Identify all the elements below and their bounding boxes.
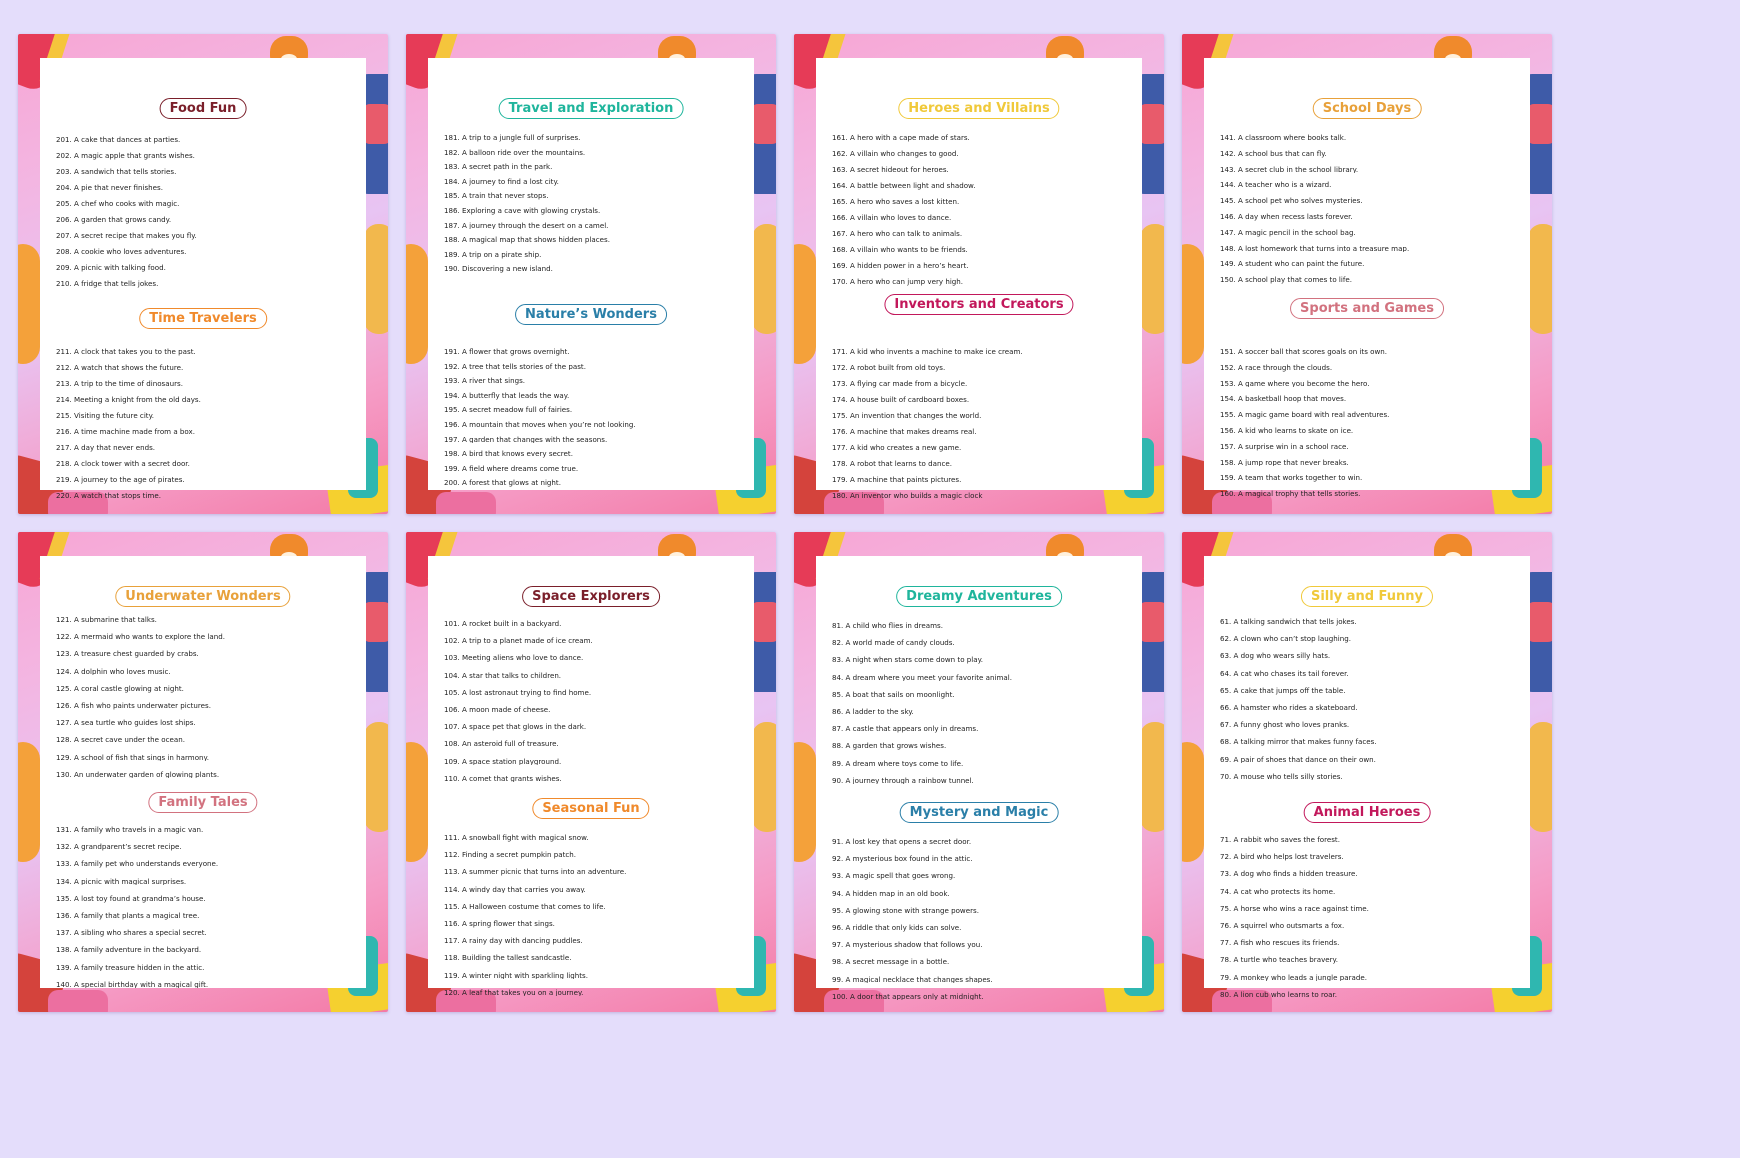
prompt-item: 187. A journey through the desert on a camel. <box>444 221 609 230</box>
prompt-item: 93. A magic spell that goes wrong. <box>832 872 956 881</box>
prompt-list <box>1220 836 1522 1008</box>
prompt-item: 176. A machine that makes dreams real. <box>832 427 977 436</box>
prompt-item: 77. A fish who rescues its friends. <box>1220 939 1340 947</box>
prompt-item: 68. A talking mirror that makes funny faces. <box>1220 738 1377 747</box>
white-paper-area <box>816 58 1142 500</box>
prompt-item: 180. An inventor who builds a magic clock <box>832 491 983 500</box>
prompt-item: 182. A balloon ride over the mountains. <box>444 148 586 157</box>
prompt-item: 110. A comet that grants wishes. <box>444 774 562 783</box>
prompt-item: 216. A time machine made from a box. <box>56 427 195 436</box>
prompt-list <box>56 616 358 788</box>
prompt-item: 78. A turtle who teaches bravery. <box>1220 956 1338 965</box>
prompt-item: 99. A magical necklace that changes shapes. <box>832 975 993 984</box>
section-title: Seasonal Fun <box>532 798 649 819</box>
decoration-illustration <box>436 492 496 514</box>
worksheet-page <box>1182 34 1552 514</box>
prompt-item: 201. A cake that dances at parties. <box>56 136 181 144</box>
prompt-item: 218. A clock tower with a secret door. <box>56 459 190 468</box>
prompt-item: 139. A family treasure hidden in the attic. <box>56 963 205 972</box>
prompt-item: 184. A journey to find a lost city. <box>444 177 559 186</box>
prompt-item: 114. A windy day that carries you away. <box>444 885 586 894</box>
decoration-illustration <box>752 224 776 334</box>
worksheet-page <box>794 532 1164 1012</box>
prompt-item: 91. A lost key that opens a secret door. <box>832 838 972 846</box>
prompt-item: 219. A journey to the age of pirates. <box>56 475 185 484</box>
prompt-item: 155. A magic game board with real adventures. <box>1220 411 1390 419</box>
prompt-item: 63. A dog who wears silly hats. <box>1220 652 1331 661</box>
prompt-item: 146. A day when recess lasts forever. <box>1220 212 1353 221</box>
prompt-item: 104. A star that talks to children. <box>444 671 562 680</box>
prompt-list <box>444 134 746 280</box>
prompt-item: 206. A garden that grows candy. <box>56 215 172 224</box>
prompt-item: 69. A pair of shoes that dance on their own. <box>1220 755 1376 764</box>
section-title: Underwater Wonders <box>115 586 290 607</box>
decoration-illustration <box>1140 224 1164 334</box>
prompt-item: 82. A world made of candy clouds. <box>832 639 955 647</box>
section-title: Silly and Funny <box>1301 586 1433 607</box>
prompt-item: 194. A butterfly that leads the way. <box>444 391 570 400</box>
prompt-item: 84. A dream where you meet your favorite animal. <box>832 673 1012 682</box>
prompt-item: 121. A submarine that talks. <box>56 616 157 624</box>
worksheet-page <box>18 532 388 1012</box>
prompt-item: 101. A rocket built in a backyard. <box>444 620 562 628</box>
prompt-item: 137. A sibling who shares a special secret. <box>56 929 207 937</box>
prompt-item: 215. Visiting the future city. <box>56 411 155 420</box>
prompt-item: 117. A rainy day with dancing puddles. <box>444 937 583 945</box>
prompt-item: 154. A basketball hoop that moves. <box>1220 395 1347 404</box>
white-paper-area <box>816 556 1142 1001</box>
section-title: Mystery and Magic <box>900 802 1059 823</box>
prompt-item: 165. A hero who saves a lost kitten. <box>832 197 960 206</box>
prompt-item: 207. A secret recipe that makes you fly. <box>56 231 197 240</box>
prompt-item: 125. A coral castle glowing at night. <box>56 684 184 693</box>
prompt-item: 102. A trip to a planet made of ice cream. <box>444 637 593 645</box>
decoration-illustration <box>1528 224 1552 334</box>
prompt-item: 173. A flying car made from a bicycle. <box>832 379 968 388</box>
prompt-item: 144. A teacher who is a wizard. <box>1220 181 1332 190</box>
prompt-item: 161. A hero with a cape made of stars. <box>832 134 970 142</box>
prompt-item: 169. A hidden power in a hero’s heart. <box>832 261 969 270</box>
decoration-illustration <box>1528 722 1552 832</box>
white-paper-area <box>40 556 366 988</box>
prompt-list <box>832 622 1134 794</box>
worksheet-page <box>794 34 1164 514</box>
worksheet-page <box>406 532 776 1012</box>
prompt-list <box>832 134 1134 294</box>
decoration-illustration <box>406 244 428 364</box>
prompt-item: 177. A kid who creates a new game. <box>832 443 962 452</box>
worksheet-page <box>1182 532 1552 1012</box>
prompt-item: 191. A flower that grows overnight. <box>444 348 570 356</box>
prompt-item: 127. A sea turtle who guides lost ships. <box>56 719 196 727</box>
prompt-item: 133. A family pet who understands everyone. <box>56 860 219 869</box>
prompt-item: 160. A magical trophy that tells stories. <box>1220 490 1361 498</box>
prompt-item: 75. A horse who wins a race against time. <box>1220 904 1369 913</box>
prompt-item: 153. A game where you become the hero. <box>1220 379 1370 388</box>
decoration-illustration <box>794 742 816 862</box>
prompt-item: 188. A magical map that shows hidden places. <box>444 236 610 244</box>
prompt-item: 61. A talking sandwich that tells jokes. <box>1220 618 1357 626</box>
prompt-item: 123. A treasure chest guarded by crabs. <box>56 650 199 659</box>
prompt-item: 124. A dolphin who loves music. <box>56 667 171 676</box>
prompt-item: 109. A space station playground. <box>444 757 562 766</box>
prompt-item: 157. A surprise win in a school race. <box>1220 442 1349 451</box>
prompt-list <box>832 348 1134 508</box>
prompt-item: 72. A bird who helps lost travelers. <box>1220 853 1344 861</box>
decoration-illustration <box>794 244 816 364</box>
prompt-item: 211. A clock that takes you to the past. <box>56 348 196 356</box>
prompt-item: 181. A trip to a jungle full of surprises. <box>444 134 581 142</box>
prompt-item: 89. A dream where toys come to life. <box>832 759 964 768</box>
prompt-item: 204. A pie that never finishes. <box>56 183 163 192</box>
prompt-item: 217. A day that never ends. <box>56 443 156 452</box>
prompt-item: 119. A winter night with sparkling lights. <box>444 971 588 980</box>
prompt-item: 86. A ladder to the sky. <box>832 707 914 716</box>
prompt-item: 115. A Halloween costume that comes to life. <box>444 902 606 911</box>
prompt-item: 202. A magic apple that grants wishes. <box>56 151 195 160</box>
section-title: Dreamy Adventures <box>896 586 1062 607</box>
white-paper-area <box>1204 556 1530 999</box>
prompt-item: 113. A summer picnic that turns into an adventure. <box>444 868 627 877</box>
prompt-item: 67. A funny ghost who loves pranks. <box>1220 721 1350 729</box>
prompt-item: 112. Finding a secret pumpkin patch. <box>444 851 577 859</box>
prompt-list <box>444 620 746 792</box>
prompt-item: 151. A soccer ball that scores goals on its own. <box>1220 348 1388 356</box>
prompt-item: 148. A lost homework that turns into a treasure map. <box>1220 244 1410 253</box>
prompt-item: 162. A villain who changes to good. <box>832 149 959 158</box>
prompt-item: 87. A castle that appears only in dreams. <box>832 725 979 733</box>
decoration-illustration <box>1140 722 1164 832</box>
prompt-item: 65. A cake that jumps off the table. <box>1220 686 1346 695</box>
prompt-item: 158. A jump rope that never breaks. <box>1220 458 1349 467</box>
prompt-item: 208. A cookie who loves adventures. <box>56 247 187 256</box>
worksheet-page <box>406 34 776 514</box>
prompt-item: 212. A watch that shows the future. <box>56 363 184 372</box>
white-paper-area <box>428 58 754 490</box>
section-title: Food Fun <box>160 98 247 119</box>
prompt-item: 220. A watch that stops time. <box>56 491 161 500</box>
prompt-item: 94. A hidden map in an old book. <box>832 889 950 898</box>
prompt-item: 210. A fridge that tells jokes. <box>56 279 159 288</box>
prompt-item: 135. A lost toy found at grandma’s house. <box>56 894 206 903</box>
prompt-item: 106. A moon made of cheese. <box>444 705 551 714</box>
prompt-item: 140. A special birthday with a magical gift. <box>56 980 209 989</box>
prompt-item: 90. A journey through a rainbow tunnel. <box>832 776 974 785</box>
prompt-item: 81. A child who flies in dreams. <box>832 622 943 630</box>
prompt-item: 164. A battle between light and shadow. <box>832 181 976 190</box>
white-paper-area <box>428 556 754 997</box>
prompt-item: 172. A robot built from old toys. <box>832 363 946 372</box>
prompt-item: 170. A hero who can jump very high. <box>832 277 964 286</box>
prompt-item: 116. A spring flower that sings. <box>444 919 555 928</box>
prompt-item: 126. A fish who paints underwater pictures. <box>56 701 211 710</box>
prompt-item: 196. A mountain that moves when you’re not looking. <box>444 420 636 429</box>
prompt-list <box>1220 134 1522 292</box>
prompt-item: 166. A villain who loves to dance. <box>832 213 952 222</box>
prompt-item: 64. A cat who chases its tail forever. <box>1220 669 1349 678</box>
white-paper-area <box>1204 58 1530 498</box>
prompt-item: 156. A kid who learns to skate on ice. <box>1220 426 1354 435</box>
prompt-item: 132. A grandparent’s secret recipe. <box>56 843 182 851</box>
prompt-item: 76. A squirrel who outsmarts a fox. <box>1220 921 1345 930</box>
prompt-item: 163. A secret hideout for heroes. <box>832 165 949 174</box>
prompt-item: 168. A villain who wants to be friends. <box>832 245 968 254</box>
prompt-item: 175. An invention that changes the world. <box>832 411 982 420</box>
decoration-illustration <box>1182 244 1204 364</box>
prompt-item: 128. A secret cave under the ocean. <box>56 736 185 745</box>
prompt-item: 71. A rabbit who saves the forest. <box>1220 836 1340 844</box>
prompt-item: 103. Meeting aliens who love to dance. <box>444 654 584 663</box>
prompt-item: 159. A team that works together to win. <box>1220 474 1363 483</box>
prompt-item: 136. A family that plants a magical tree. <box>56 911 200 920</box>
prompt-item: 129. A school of fish that sings in harmony. <box>56 753 209 762</box>
decoration-illustration <box>364 224 388 334</box>
section-title: Time Travelers <box>139 308 267 329</box>
decoration-illustration <box>18 244 40 364</box>
prompt-item: 70. A mouse who tells silly stories. <box>1220 772 1343 781</box>
section-title: Inventors and Creators <box>884 294 1073 315</box>
section-title: Nature’s Wonders <box>515 304 667 325</box>
prompt-list <box>56 136 358 296</box>
prompt-item: 80. A lion cub who learns to roar. <box>1220 990 1337 999</box>
prompt-item: 189. A trip on a pirate ship. <box>444 250 542 259</box>
prompt-item: 95. A glowing stone with strange powers. <box>832 906 979 915</box>
prompt-item: 213. A trip to the time of dinosaurs. <box>56 379 183 388</box>
section-title: Space Explorers <box>522 586 660 607</box>
prompt-item: 88. A garden that grows wishes. <box>832 742 947 751</box>
prompt-item: 195. A secret meadow full of fairies. <box>444 406 573 415</box>
prompt-item: 83. A night when stars come down to play. <box>832 656 984 665</box>
decoration-illustration <box>364 722 388 832</box>
prompt-item: 73. A dog who finds a hidden treasure. <box>1220 870 1358 879</box>
section-title: Heroes and Villains <box>898 98 1059 119</box>
prompt-item: 130. An underwater garden of glowing plants. <box>56 770 220 779</box>
prompt-item: 79. A monkey who leads a jungle parade. <box>1220 973 1367 982</box>
prompt-item: 122. A mermaid who wants to explore the land. <box>56 633 225 641</box>
prompt-item: 105. A lost astronaut trying to find home. <box>444 688 592 697</box>
prompt-list <box>56 826 358 998</box>
prompt-item: 96. A riddle that only kids can solve. <box>832 923 962 932</box>
prompt-item: 200. A forest that glows at night. <box>444 479 561 488</box>
prompt-item: 192. A tree that tells stories of the past. <box>444 362 586 371</box>
prompt-item: 98. A secret message in a bottle. <box>832 958 950 967</box>
prompt-item: 167. A hero who can talk to animals. <box>832 229 963 238</box>
prompt-list <box>832 838 1134 1010</box>
prompt-item: 174. A house built of cardboard boxes. <box>832 395 970 404</box>
prompt-item: 85. A boat that sails on moonlight. <box>832 690 955 699</box>
section-title: Family Tales <box>148 792 257 813</box>
prompt-item: 199. A field where dreams come true. <box>444 464 579 473</box>
prompt-item: 138. A family adventure in the backyard. <box>56 946 202 955</box>
prompt-item: 97. A mysterious shadow that follows you. <box>832 941 983 949</box>
prompt-item: 214. Meeting a knight from the old days. <box>56 395 201 404</box>
prompt-item: 120. A leaf that takes you on a journey. <box>444 988 584 997</box>
prompt-item: 74. A cat who protects its home. <box>1220 887 1336 896</box>
prompt-list <box>56 348 358 508</box>
prompt-item: 171. A kid who invents a machine to make ice cream. <box>832 348 1023 356</box>
prompt-item: 108. An asteroid full of treasure. <box>444 740 559 749</box>
prompt-item: 209. A picnic with talking food. <box>56 263 166 272</box>
prompt-item: 150. A school play that comes to life. <box>1220 276 1352 284</box>
prompt-item: 178. A robot that learns to dance. <box>832 459 952 468</box>
decoration-illustration <box>752 722 776 832</box>
prompt-item: 186. Exploring a cave with glowing crystals. <box>444 206 601 215</box>
decoration-illustration <box>18 742 40 862</box>
prompt-item: 134. A picnic with magical surprises. <box>56 877 187 886</box>
prompt-item: 118. Building the tallest sandcastle. <box>444 954 572 963</box>
prompt-list <box>1220 348 1522 506</box>
prompt-item: 198. A bird that knows every secret. <box>444 450 573 458</box>
prompt-item: 197. A garden that changes with the seasons. <box>444 435 608 444</box>
prompt-item: 141. A classroom where books talk. <box>1220 134 1347 142</box>
prompt-item: 183. A secret path in the park. <box>444 163 553 171</box>
prompt-item: 185. A train that never stops. <box>444 192 549 201</box>
prompt-item: 131. A family who travels in a magic van. <box>56 826 204 834</box>
prompt-item: 190. Discovering a new island. <box>444 265 553 274</box>
prompt-item: 66. A hamster who rides a skateboard. <box>1220 703 1358 712</box>
prompt-item: 147. A magic pencil in the school bag. <box>1220 228 1356 237</box>
prompt-item: 179. A machine that paints pictures. <box>832 475 962 484</box>
section-title: Animal Heroes <box>1304 802 1431 823</box>
prompt-item: 193. A river that sings. <box>444 377 526 385</box>
prompt-item: 152. A race through the clouds. <box>1220 363 1333 372</box>
prompt-item: 100. A door that appears only at midnight. <box>832 992 984 1001</box>
white-paper-area <box>40 58 366 500</box>
prompt-item: 149. A student who can paint the future. <box>1220 260 1365 269</box>
section-title: Travel and Exploration <box>499 98 684 119</box>
decoration-illustration <box>1182 742 1204 862</box>
section-title: Sports and Games <box>1290 298 1444 319</box>
prompt-list <box>1220 618 1522 790</box>
prompt-item: 107. A space pet that glows in the dark. <box>444 723 587 731</box>
prompt-item: 203. A sandwich that tells stories. <box>56 167 177 176</box>
prompt-list <box>444 834 746 1006</box>
prompt-item: 62. A clown who can’t stop laughing. <box>1220 635 1351 643</box>
prompt-item: 111. A snowball fight with magical snow. <box>444 834 589 842</box>
prompt-item: 205. A chef who cooks with magic. <box>56 199 180 208</box>
worksheet-page <box>18 34 388 514</box>
decoration-illustration <box>406 742 428 862</box>
prompt-list <box>444 348 746 494</box>
section-title: School Days <box>1313 98 1422 119</box>
prompt-item: 142. A school bus that can fly. <box>1220 149 1327 158</box>
prompt-item: 92. A mysterious box found in the attic. <box>832 855 973 863</box>
prompt-item: 145. A school pet who solves mysteries. <box>1220 197 1363 205</box>
prompt-item: 143. A secret club in the school library. <box>1220 165 1359 174</box>
